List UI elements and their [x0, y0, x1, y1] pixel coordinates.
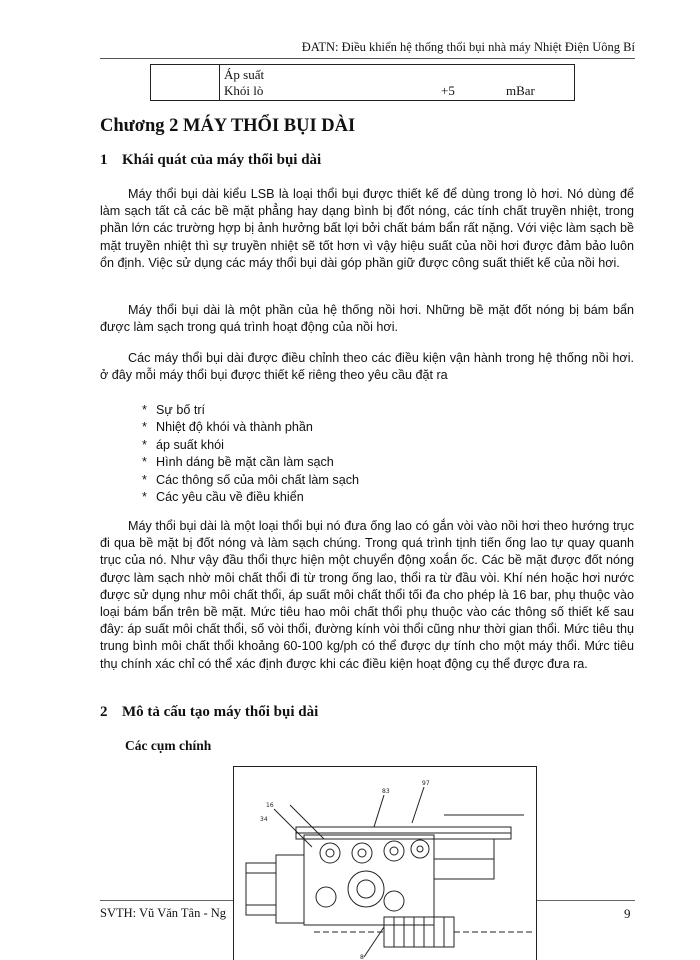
callout-97: 97 [422, 780, 430, 787]
machine-drawing-figure [233, 766, 537, 960]
footer-author: SVTH: Vũ Văn Tân - Ng [100, 906, 227, 920]
page-header [100, 34, 635, 59]
section1-paragraph-3: Các máy thổi bụi dài được điều chỉnh theo các điều kiện vận hành trong hệ thống nồi hơi. ở đây mỗi máy thổi bụi được thiết kế riêng theo yêu cầu đặt ra [100, 351, 634, 383]
header-title: ĐATN: Điều khiển hệ thống thổi bụi nhà máy Nhiệt Điện Uông Bí [301, 40, 635, 54]
list-item: * Các thông số của môi chất làm sạch [142, 472, 360, 487]
section1-paragraph-2: Máy thổi bụi dài là một phần của hệ thống nồi hơi. Những bề mặt đốt nóng bị bám bẩn được làm sạch trong quá trình hoạt động của nồi hơi. [100, 303, 634, 335]
callout-16: 16 [266, 802, 274, 809]
requirements-list [142, 402, 359, 506]
table-column-divider [219, 65, 220, 100]
table-unit: mBar [506, 83, 535, 98]
list-item: * áp suất khói [142, 437, 224, 452]
section1-paragraph-1: Máy thổi bụi dài kiểu LSB là loại thổi bụi được thiết kế để dùng trong lò hơi. Nó dùng để làm sạch tất cả các bề mặt phẳng hay dạng bình bị đốt nóng, các tính chất truyền nhiệt, trong phần lớn các trường hợp bị ảnh hưởng bất lợi bởi chất bám bẩn rất nặng. Với việc làm sạch bề mặt truyền nhiệt thì sự truyền nhiệt sẽ tốt hơn vì vậy hiệu suất của nồi hơi được đảm bảo luôn ổn định. Việc sử dụng các máy thổi bụi dài góp phần giữ được công suất thiết kế của nồi hơi. [100, 187, 634, 270]
table-label-line2: Khói lò [224, 83, 264, 98]
footer-rule-right [537, 900, 635, 901]
list-item: * Nhiệt độ khói và thành phần [142, 420, 313, 435]
section2-heading [100, 704, 318, 721]
section2-number: 2 [100, 704, 108, 720]
parameter-table-fragment [150, 64, 575, 101]
section1-heading [100, 152, 321, 169]
machine-drawing [234, 767, 536, 960]
table-value: +5 [441, 83, 455, 98]
list-item: * Sự bố trí [142, 403, 206, 417]
section2-subtitle: Các cụm chính [125, 738, 212, 753]
callout-34: 34 [260, 816, 268, 823]
page-number: 9 [624, 906, 631, 921]
section1-paragraph-4: Máy thổi bụi dài là một loại thổi bụi nó đưa ống lao có gắn vòi vào nồi hơi theo hướng trục đi qua bề mặt bị đốt nóng và làm sạch chúng. Trong quá trình tịnh tiến ống lao tự quay quanh trục của nó. Như vậy đầu thổi thực hiện một chuyển động xoắn ốc. Các bề mặt được đốt nóng được làm sạch nhờ môi chất thổi đi từ trong ống lao, thổi ra từ đầu vòi. Khí nén hoặc hơi nước được sử dụng như môi chất thổi, áp suất môi chất thổi tối đa cho phép là 16 bar, phụ thuộc vào loại bám bẩn trên bề mặt. Mức tiêu hao môi chất thổi phụ thuộc vào các thông số thiết kế sau đây: áp suất môi chất thổi, số vòi thổi, đường kính vòi thổi cũng như thời gian thổi. Mức tiêu thụ trung bình môi chất thổi khoảng 60-100 kg/ph có thể được dự tính cho một máy thổi. Mức tiêu thụ chính xác chỉ có thể xác định được khi các điều kiện hoạt động cụ thể được đưa ra. [100, 519, 634, 671]
callout-83: 83 [382, 788, 390, 795]
section2-title: Mô tả cấu tạo máy thổi bụi dài [122, 704, 319, 720]
chapter-title: Chương 2 MÁY THỔI BỤI DÀI [100, 116, 356, 136]
footer-rule-left [100, 900, 233, 901]
callout-8: 8 [360, 954, 364, 960]
list-item: * Hình dáng bề mặt cần làm sạch [142, 455, 334, 470]
list-item: * Các yêu cầu về điều khiển [142, 490, 304, 505]
section1-number: 1 [100, 152, 108, 168]
section1-title: Khái quát của máy thổi bụi dài [122, 152, 322, 168]
table-label-line1: Áp suất [224, 67, 265, 82]
